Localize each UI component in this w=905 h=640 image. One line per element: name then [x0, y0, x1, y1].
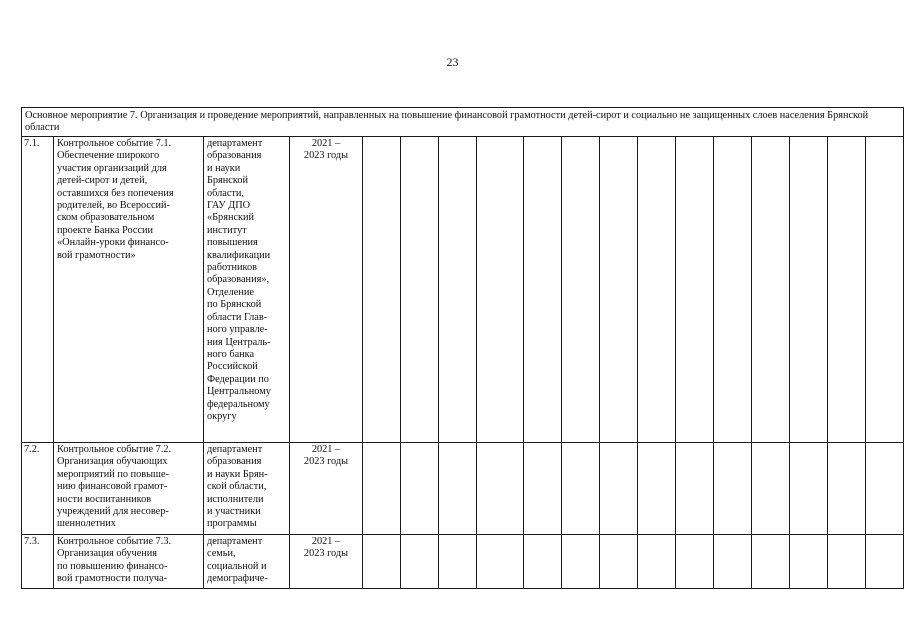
empty-cell: [752, 443, 790, 535]
empty-cell: [790, 443, 828, 535]
empty-cell: [477, 137, 524, 443]
main-activity-title: Основное мероприятие 7. Организация и проведение мероприятий, направленных на повышение финансовой грамотности детей-сирот и социально не защищенных слоев населения Брянской области: [22, 108, 904, 137]
empty-cell: [638, 443, 676, 535]
program-table: [21, 107, 904, 589]
empty-cell: [600, 535, 638, 589]
empty-cell: [866, 535, 904, 589]
table-row: [22, 443, 904, 535]
period-cell: 2021 – 2023 годы: [290, 137, 363, 443]
empty-cell: [866, 137, 904, 443]
empty-cell: [828, 535, 866, 589]
empty-cell: [477, 535, 524, 589]
executor-cell: департамент образования и науки Брян- ской области, исполнители и участники программы: [204, 443, 290, 535]
event-cell: Контрольное событие 7.1. Обеспечение широкого участия организаций для детей-сирот и детей, оставшихся без попечения родителей, во Всероссий- ском образовательном проекте Банка России «Онлайн-уроки финансо- вой грамотности»: [54, 137, 204, 443]
empty-cell: [401, 137, 439, 443]
table-row: [22, 535, 904, 589]
empty-cell: [828, 137, 866, 443]
event-cell: Контрольное событие 7.2. Организация обучающих мероприятий по повыше- нию финансовой грамот- ности воспитанников учреждений для несовер- шеннолетних: [54, 443, 204, 535]
empty-cell: [828, 443, 866, 535]
empty-cell: [363, 443, 401, 535]
empty-cell: [401, 443, 439, 535]
empty-cell: [600, 137, 638, 443]
empty-cell: [790, 137, 828, 443]
empty-cell: [676, 137, 714, 443]
empty-cell: [363, 137, 401, 443]
empty-cell: [439, 443, 477, 535]
empty-cell: [866, 443, 904, 535]
period-cell: 2021 – 2023 годы: [290, 535, 363, 589]
empty-cell: [439, 535, 477, 589]
empty-cell: [562, 443, 600, 535]
empty-cell: [714, 535, 752, 589]
empty-cell: [524, 443, 562, 535]
period-cell: 2021 – 2023 годы: [290, 443, 363, 535]
row-number: 7.2.: [22, 443, 54, 535]
empty-cell: [752, 535, 790, 589]
empty-cell: [638, 535, 676, 589]
empty-cell: [714, 137, 752, 443]
empty-cell: [714, 443, 752, 535]
empty-cell: [363, 535, 401, 589]
empty-cell: [439, 137, 477, 443]
empty-cell: [524, 535, 562, 589]
empty-cell: [600, 443, 638, 535]
table-header-row: [22, 108, 904, 137]
table-row: [22, 137, 904, 443]
empty-cell: [790, 535, 828, 589]
row-number: 7.1.: [22, 137, 54, 443]
empty-cell: [401, 535, 439, 589]
page-number: 23: [446, 55, 459, 69]
empty-cell: [562, 535, 600, 589]
event-cell: Контрольное событие 7.3. Организация обучения по повышению финансо- вой грамотности получа-: [54, 535, 204, 589]
empty-cell: [676, 535, 714, 589]
empty-cell: [562, 137, 600, 443]
empty-cell: [676, 443, 714, 535]
empty-cell: [752, 137, 790, 443]
empty-cell: [638, 137, 676, 443]
row-number: 7.3.: [22, 535, 54, 589]
executor-cell: департамент семьи, социальной и демографиче-: [204, 535, 290, 589]
empty-cell: [524, 137, 562, 443]
executor-cell: департамент образования и науки Брянской области, ГАУ ДПО «Брянский институт повышения квалификации работников образования», Отделение по Брянской области Глав- ного управле- ния Централь- ного банка Российской Федерации по Центральному федеральному округу: [204, 137, 290, 443]
empty-cell: [477, 443, 524, 535]
